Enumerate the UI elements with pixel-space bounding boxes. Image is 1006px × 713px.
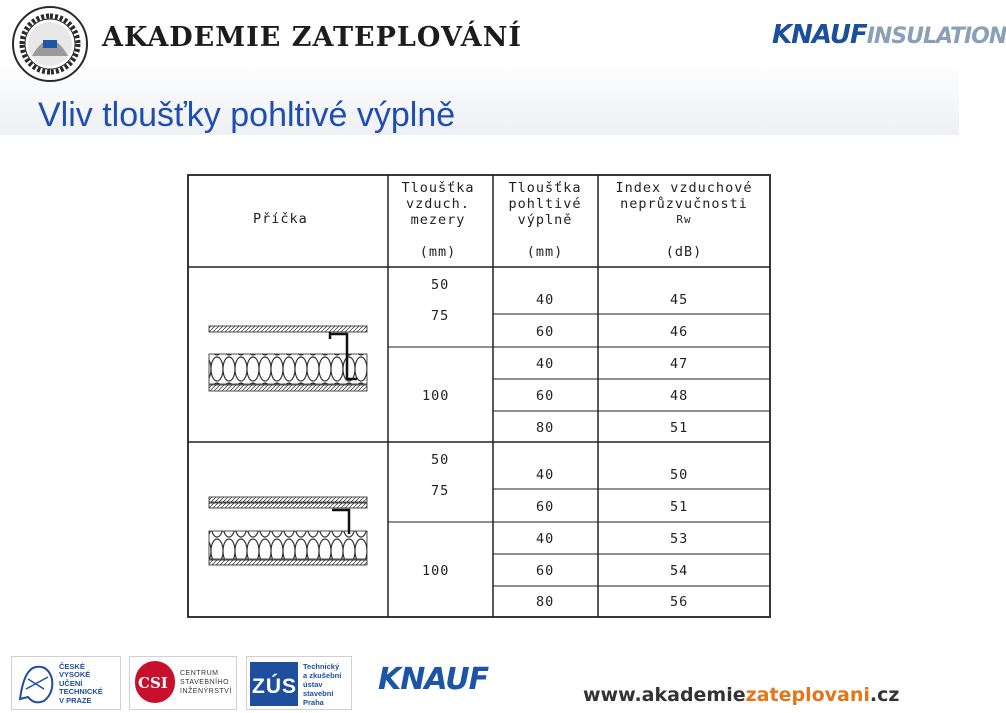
url-end: .cz: [869, 684, 900, 706]
ctu-lion-icon: [14, 659, 58, 707]
header-air-gap-line: mezery: [410, 212, 466, 228]
header-air-gap-line: vzduch.: [406, 196, 470, 212]
unit-fill: (mm): [526, 244, 564, 260]
unit-air-gap: (mm): [419, 244, 457, 260]
knauf-insulation-logo-light: INSULATION: [866, 24, 1006, 49]
header-air-gap-line: Tloušťka: [401, 180, 475, 196]
header-fill-line: pohltivé: [508, 196, 582, 212]
header-fill: [497, 180, 593, 228]
header-band: [0, 0, 1006, 135]
zus-line: Technický: [303, 662, 340, 671]
rw-value: 47: [670, 356, 689, 372]
csi-name: [180, 669, 232, 696]
gap-value: 75: [431, 483, 450, 499]
zus-logo: [246, 656, 352, 710]
knauf-insulation-logo: [772, 20, 1006, 50]
gap-value: 50: [431, 452, 450, 468]
url-start: www.akademie: [583, 684, 746, 706]
csi-letters: CSI: [138, 674, 168, 692]
rw-value: 51: [670, 499, 689, 515]
ctu-line: ČESKÉ: [59, 662, 85, 671]
ctu-line: UČENÍ: [59, 678, 83, 688]
slide-title: Vliv tloušťky pohltivé výplně: [38, 96, 456, 134]
rw-value: 53: [670, 531, 689, 547]
fill-value: 40: [536, 467, 555, 483]
url-mid: zateplovani: [745, 684, 870, 706]
zus-letters: ZÚS: [252, 675, 297, 698]
knauf-insulation-logo-bold: KNAUF: [772, 20, 867, 50]
csi-line: INŽENÝRSTVÍ: [180, 688, 232, 695]
fill-value: 80: [536, 420, 555, 436]
academy-seal-logo: [10, 4, 90, 84]
ctu-line: V PRAZE: [59, 695, 92, 705]
unit-index: (dB): [665, 244, 703, 260]
gap-value: 75: [431, 308, 450, 324]
header-index-symbol: Rw: [676, 213, 692, 226]
header-fill-line: Tloušťka: [508, 180, 582, 196]
fill-value: 40: [536, 531, 555, 547]
header-partition: Příčka: [253, 211, 308, 227]
zus-line: stavební: [303, 689, 334, 698]
gap-value: 100: [422, 563, 450, 579]
fill-value: 60: [536, 388, 555, 404]
header-index: [601, 180, 767, 228]
ctu-line: TECHNICKÉ: [59, 687, 103, 697]
zus-line: a zkušební: [303, 671, 342, 680]
csi-logo: [129, 656, 237, 710]
gap-value: 50: [431, 277, 450, 293]
header-air-gap: [393, 180, 483, 228]
zus-line: ústav: [303, 680, 323, 689]
brand-name: AKADEMIE ZATEPLOVÁNÍ: [102, 22, 523, 53]
rw-value: 50: [670, 467, 689, 483]
csi-line: STAVEBNÍHO: [180, 679, 230, 686]
rw-value: 48: [670, 388, 689, 404]
fill-value: 40: [536, 292, 555, 308]
fill-value: 40: [536, 356, 555, 372]
header-index-line: Index vzduchové: [615, 180, 753, 196]
fill-value: 80: [536, 594, 555, 610]
ctu-logo: [11, 656, 121, 710]
website-link[interactable]: [583, 684, 899, 706]
gap-value: 100: [422, 388, 450, 404]
header-fill-line: výplně: [517, 212, 573, 228]
ctu-line: VYSOKÉ: [59, 670, 91, 680]
zus-name: [303, 662, 341, 707]
rw-value: 56: [670, 594, 689, 610]
header-index-line: neprůzvučnosti: [620, 196, 748, 212]
ctu-name: [59, 663, 103, 705]
zus-line: Praha: [303, 698, 324, 707]
rw-value: 51: [670, 420, 689, 436]
rw-value: 45: [670, 292, 689, 308]
scanned-table: [187, 174, 773, 626]
fill-value: 60: [536, 324, 555, 340]
partition-diagram-single-frame: [209, 326, 367, 391]
fill-value: 60: [536, 563, 555, 579]
rw-value: 46: [670, 324, 689, 340]
rw-value: 54: [670, 563, 689, 579]
knauf-logo: KNAUF: [378, 662, 489, 697]
csi-line: CENTRUM: [180, 670, 219, 677]
partition-diagram-double-frame: [209, 497, 367, 565]
fill-value: 60: [536, 499, 555, 515]
